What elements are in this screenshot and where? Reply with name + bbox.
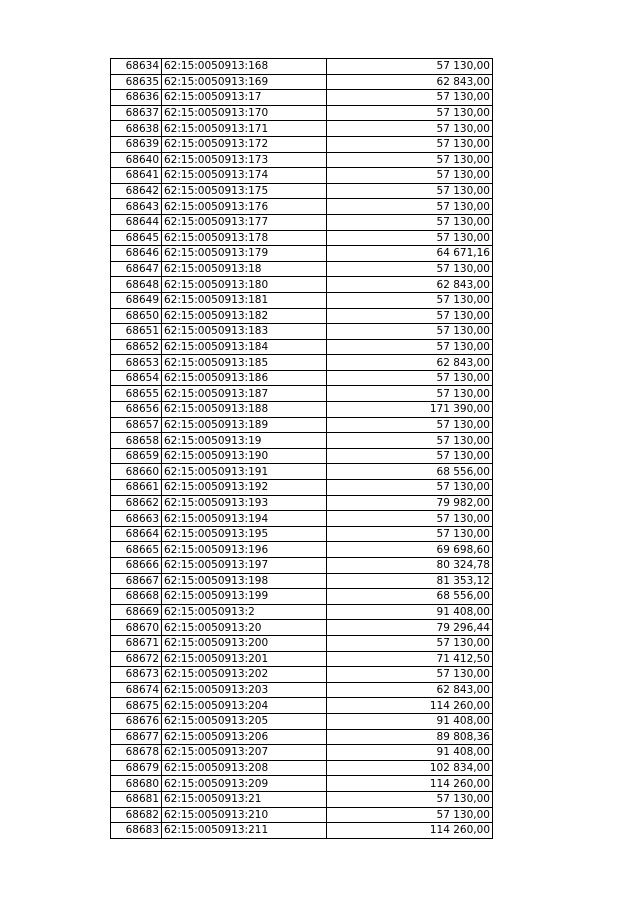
row-number-cell: 68635 [111, 74, 162, 90]
cadastral-number-cell: 62:15:0050913:207 [162, 745, 327, 761]
table-row [111, 526, 493, 542]
cadastral-value-cell: 102 834,00 [327, 760, 493, 776]
cadastral-value-cell: 57 130,00 [327, 121, 493, 137]
table-row [111, 402, 493, 418]
cadastral-number-cell: 62:15:0050913:182 [162, 308, 327, 324]
cadastral-number-cell: 62:15:0050913:2 [162, 604, 327, 620]
cadastral-number-cell: 62:15:0050913:192 [162, 480, 327, 496]
row-number-cell: 68675 [111, 698, 162, 714]
table-row [111, 807, 493, 823]
table-row [111, 682, 493, 698]
table-row [111, 90, 493, 106]
cadastral-value-cell: 57 130,00 [327, 511, 493, 527]
cadastral-number-cell: 62:15:0050913:204 [162, 698, 327, 714]
cadastral-number-cell: 62:15:0050913:203 [162, 682, 327, 698]
cadastral-value-cell: 57 130,00 [327, 90, 493, 106]
cadastral-value-cell: 57 130,00 [327, 292, 493, 308]
cadastral-number-cell: 62:15:0050913:205 [162, 713, 327, 729]
cadastral-value-cell: 57 130,00 [327, 199, 493, 215]
row-number-cell: 68656 [111, 402, 162, 418]
table-row [111, 760, 493, 776]
table-row [111, 183, 493, 199]
row-number-cell: 68653 [111, 355, 162, 371]
cadastral-number-cell: 62:15:0050913:201 [162, 651, 327, 667]
cadastral-value-cell: 57 130,00 [327, 324, 493, 340]
cadastral-number-cell: 62:15:0050913:186 [162, 370, 327, 386]
table-row [111, 152, 493, 168]
cadastral-value-cell: 57 130,00 [327, 59, 493, 75]
row-number-cell: 68660 [111, 464, 162, 480]
cadastral-number-cell: 62:15:0050913:199 [162, 589, 327, 605]
cadastral-number-cell: 62:15:0050913:170 [162, 105, 327, 121]
row-number-cell: 68642 [111, 183, 162, 199]
row-number-cell: 68636 [111, 90, 162, 106]
row-number-cell: 68678 [111, 745, 162, 761]
cadastral-number-cell: 62:15:0050913:21 [162, 791, 327, 807]
row-number-cell: 68669 [111, 604, 162, 620]
cadastral-number-cell: 62:15:0050913:17 [162, 90, 327, 106]
row-number-cell: 68637 [111, 105, 162, 121]
cadastral-number-cell: 62:15:0050913:193 [162, 495, 327, 511]
row-number-cell: 68640 [111, 152, 162, 168]
table-row [111, 448, 493, 464]
cadastral-value-cell: 91 408,00 [327, 713, 493, 729]
row-number-cell: 68655 [111, 386, 162, 402]
table-row [111, 246, 493, 262]
cadastral-value-cell: 57 130,00 [327, 136, 493, 152]
cadastral-number-cell: 62:15:0050913:168 [162, 59, 327, 75]
row-number-cell: 68671 [111, 635, 162, 651]
cadastral-value-cell: 57 130,00 [327, 448, 493, 464]
table-row [111, 59, 493, 75]
cadastral-value-cell: 57 130,00 [327, 386, 493, 402]
table-row [111, 136, 493, 152]
table-row [111, 776, 493, 792]
row-number-cell: 68645 [111, 230, 162, 246]
row-number-cell: 68676 [111, 713, 162, 729]
cadastral-value-cell: 57 130,00 [327, 526, 493, 542]
cadastral-number-cell: 62:15:0050913:184 [162, 339, 327, 355]
row-number-cell: 68670 [111, 620, 162, 636]
cadastral-value-cell: 114 260,00 [327, 698, 493, 714]
table-row [111, 480, 493, 496]
cadastral-number-cell: 62:15:0050913:174 [162, 168, 327, 184]
cadastral-number-cell: 62:15:0050913:185 [162, 355, 327, 371]
table-row [111, 464, 493, 480]
row-number-cell: 68654 [111, 370, 162, 386]
cadastral-number-cell: 62:15:0050913:196 [162, 542, 327, 558]
table-row [111, 324, 493, 340]
table-row [111, 495, 493, 511]
table-body [111, 59, 493, 839]
row-number-cell: 68639 [111, 136, 162, 152]
cadastral-number-cell: 62:15:0050913:210 [162, 807, 327, 823]
cadastral-value-cell: 57 130,00 [327, 433, 493, 449]
table-row [111, 168, 493, 184]
cadastral-number-cell: 62:15:0050913:175 [162, 183, 327, 199]
row-number-cell: 68661 [111, 480, 162, 496]
cadastral-value-cell: 57 130,00 [327, 105, 493, 121]
table-row [111, 558, 493, 574]
row-number-cell: 68641 [111, 168, 162, 184]
cadastral-value-cell: 81 353,12 [327, 573, 493, 589]
cadastral-number-cell: 62:15:0050913:171 [162, 121, 327, 137]
table-row [111, 729, 493, 745]
cadastral-value-cell: 79 982,00 [327, 495, 493, 511]
cadastral-value-cell: 69 698,60 [327, 542, 493, 558]
cadastral-number-cell: 62:15:0050913:209 [162, 776, 327, 792]
row-number-cell: 68651 [111, 324, 162, 340]
cadastral-value-cell: 57 130,00 [327, 791, 493, 807]
table-row [111, 604, 493, 620]
table-row [111, 698, 493, 714]
table-row [111, 667, 493, 683]
row-number-cell: 68638 [111, 121, 162, 137]
cadastral-value-cell: 57 130,00 [327, 807, 493, 823]
cadastral-value-cell: 79 296,44 [327, 620, 493, 636]
row-number-cell: 68649 [111, 292, 162, 308]
table-row [111, 620, 493, 636]
cadastral-value-cell: 62 843,00 [327, 682, 493, 698]
table-row [111, 105, 493, 121]
cadastral-value-cell: 91 408,00 [327, 745, 493, 761]
cadastral-value-cell: 71 412,50 [327, 651, 493, 667]
cadastral-value-cell: 80 324,78 [327, 558, 493, 574]
cadastral-number-cell: 62:15:0050913:206 [162, 729, 327, 745]
table-row [111, 261, 493, 277]
cadastral-number-cell: 62:15:0050913:198 [162, 573, 327, 589]
cadastral-value-cell: 57 130,00 [327, 152, 493, 168]
cadastral-number-cell: 62:15:0050913:200 [162, 635, 327, 651]
cadastral-value-cell: 57 130,00 [327, 635, 493, 651]
table-row [111, 121, 493, 137]
row-number-cell: 68674 [111, 682, 162, 698]
cadastral-value-cell: 89 808,36 [327, 729, 493, 745]
row-number-cell: 68643 [111, 199, 162, 215]
cadastral-number-cell: 62:15:0050913:19 [162, 433, 327, 449]
table-row [111, 199, 493, 215]
row-number-cell: 68668 [111, 589, 162, 605]
table-row [111, 635, 493, 651]
row-number-cell: 68646 [111, 246, 162, 262]
cadastral-number-cell: 62:15:0050913:189 [162, 417, 327, 433]
cadastral-value-cell: 114 260,00 [327, 823, 493, 839]
table-row [111, 214, 493, 230]
cadastral-number-cell: 62:15:0050913:211 [162, 823, 327, 839]
table-row [111, 542, 493, 558]
row-number-cell: 68672 [111, 651, 162, 667]
cadastral-number-cell: 62:15:0050913:176 [162, 199, 327, 215]
cadastral-value-cell: 68 556,00 [327, 464, 493, 480]
cadastral-value-cell: 57 130,00 [327, 230, 493, 246]
cadastral-value-cell: 57 130,00 [327, 168, 493, 184]
table-row [111, 386, 493, 402]
cadastral-number-cell: 62:15:0050913:195 [162, 526, 327, 542]
cadastral-number-cell: 62:15:0050913:188 [162, 402, 327, 418]
cadastral-number-cell: 62:15:0050913:197 [162, 558, 327, 574]
row-number-cell: 68666 [111, 558, 162, 574]
row-number-cell: 68659 [111, 448, 162, 464]
table-row [111, 230, 493, 246]
row-number-cell: 68657 [111, 417, 162, 433]
table-row [111, 292, 493, 308]
cadastral-number-cell: 62:15:0050913:183 [162, 324, 327, 340]
table-row [111, 651, 493, 667]
cadastral-value-cell: 64 671,16 [327, 246, 493, 262]
cadastral-value-cell: 57 130,00 [327, 308, 493, 324]
row-number-cell: 68652 [111, 339, 162, 355]
cadastral-number-cell: 62:15:0050913:20 [162, 620, 327, 636]
cadastral-value-cell: 62 843,00 [327, 277, 493, 293]
row-number-cell: 68644 [111, 214, 162, 230]
row-number-cell: 68677 [111, 729, 162, 745]
cadastral-number-cell: 62:15:0050913:169 [162, 74, 327, 90]
table-row [111, 308, 493, 324]
table-row [111, 339, 493, 355]
cadastral-number-cell: 62:15:0050913:181 [162, 292, 327, 308]
cadastral-number-cell: 62:15:0050913:202 [162, 667, 327, 683]
cadastral-value-cell: 91 408,00 [327, 604, 493, 620]
cadastral-value-table [110, 58, 493, 839]
table-row [111, 573, 493, 589]
table-row [111, 589, 493, 605]
row-number-cell: 68680 [111, 776, 162, 792]
cadastral-value-cell: 171 390,00 [327, 402, 493, 418]
row-number-cell: 68682 [111, 807, 162, 823]
row-number-cell: 68681 [111, 791, 162, 807]
cadastral-value-cell: 57 130,00 [327, 417, 493, 433]
table-row [111, 511, 493, 527]
row-number-cell: 68634 [111, 59, 162, 75]
row-number-cell: 68679 [111, 760, 162, 776]
cadastral-number-cell: 62:15:0050913:187 [162, 386, 327, 402]
cadastral-value-cell: 68 556,00 [327, 589, 493, 605]
cadastral-value-cell: 62 843,00 [327, 355, 493, 371]
table-row [111, 355, 493, 371]
row-number-cell: 68664 [111, 526, 162, 542]
cadastral-number-cell: 62:15:0050913:18 [162, 261, 327, 277]
row-number-cell: 68647 [111, 261, 162, 277]
cadastral-value-cell: 62 843,00 [327, 74, 493, 90]
cadastral-value-cell: 57 130,00 [327, 667, 493, 683]
table-row [111, 417, 493, 433]
row-number-cell: 68662 [111, 495, 162, 511]
table-row [111, 745, 493, 761]
row-number-cell: 68663 [111, 511, 162, 527]
table-row [111, 713, 493, 729]
cadastral-value-cell: 57 130,00 [327, 214, 493, 230]
row-number-cell: 68650 [111, 308, 162, 324]
cadastral-value-cell: 57 130,00 [327, 480, 493, 496]
table-row [111, 370, 493, 386]
cadastral-number-cell: 62:15:0050913:172 [162, 136, 327, 152]
row-number-cell: 68673 [111, 667, 162, 683]
row-number-cell: 68658 [111, 433, 162, 449]
cadastral-value-cell: 57 130,00 [327, 183, 493, 199]
table-row [111, 823, 493, 839]
row-number-cell: 68648 [111, 277, 162, 293]
cadastral-number-cell: 62:15:0050913:180 [162, 277, 327, 293]
cadastral-number-cell: 62:15:0050913:194 [162, 511, 327, 527]
cadastral-number-cell: 62:15:0050913:178 [162, 230, 327, 246]
cadastral-number-cell: 62:15:0050913:191 [162, 464, 327, 480]
cadastral-number-cell: 62:15:0050913:179 [162, 246, 327, 262]
cadastral-number-cell: 62:15:0050913:173 [162, 152, 327, 168]
cadastral-value-cell: 57 130,00 [327, 370, 493, 386]
table-row [111, 74, 493, 90]
cadastral-number-cell: 62:15:0050913:177 [162, 214, 327, 230]
row-number-cell: 68667 [111, 573, 162, 589]
cadastral-number-cell: 62:15:0050913:208 [162, 760, 327, 776]
cadastral-value-cell: 57 130,00 [327, 261, 493, 277]
row-number-cell: 68683 [111, 823, 162, 839]
table-row [111, 791, 493, 807]
cadastral-value-cell: 57 130,00 [327, 339, 493, 355]
table-row [111, 277, 493, 293]
row-number-cell: 68665 [111, 542, 162, 558]
cadastral-number-cell: 62:15:0050913:190 [162, 448, 327, 464]
cadastral-value-cell: 114 260,00 [327, 776, 493, 792]
table-row [111, 433, 493, 449]
